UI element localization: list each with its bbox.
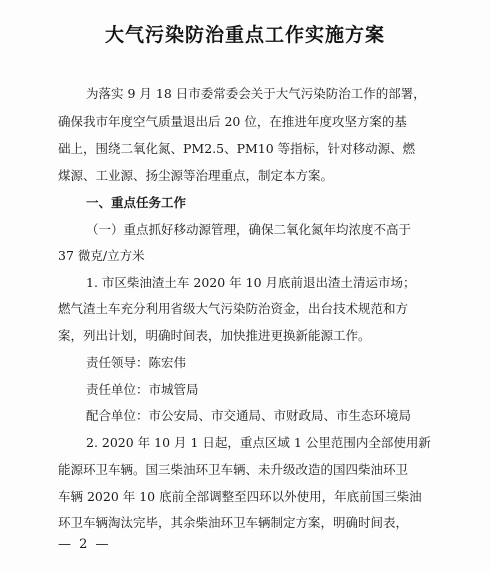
cooperating-units: 配合单位：市公安局、市交通局、市财政局、市生态环境局 xyxy=(86,408,412,423)
paragraph-line: 1. 市区柴油渣土车 2020 年 10 月底前退出渣土清运市场； xyxy=(86,275,416,290)
paragraph-line: 确保我市年度空气质量退出后 20 位，在推进年度攻坚方案的基 xyxy=(58,114,407,129)
paragraph-line: 2. 2020 年 10 月 1 日起，重点区域 1 公里范围内全部使用新 xyxy=(86,435,431,450)
section-heading: 一、重点任务工作 xyxy=(86,195,187,210)
responsible-unit: 责任单位：市城管局 xyxy=(86,382,199,397)
subsection-heading-cont: 37 微克/立方米 xyxy=(58,248,145,263)
paragraph-line: 能源环卫车辆。国三柴油环卫车辆、未升级改造的国四柴油环卫 xyxy=(58,462,409,477)
paragraph-line: 环卫车辆淘汰完毕，其余柴油环卫车辆制定方案，明确时间表， xyxy=(58,515,409,530)
subsection-heading: （一）重点抓好移动源管理，确保二氧化氮年均浓度不高于 xyxy=(86,222,412,237)
document-title: 大气污染防治重点工作实施方案 xyxy=(104,24,385,46)
paragraph-line: 车辆 2020 年 10 底前全部调整至四环以外使用，年底前国三柴油 xyxy=(58,489,422,504)
page-number: — 2 — xyxy=(58,537,111,552)
paragraph-line: 础上，围绕二氧化氮、PM2.5、PM10 等指标，针对移动源、燃 xyxy=(58,141,416,156)
paragraph-line: 为落实 9 月 18 日市委常委会关于大气污染防治工作的部署， xyxy=(86,86,426,101)
paragraph-line: 案，列出计划，明确时间表，加快推进更换新能源工作。 xyxy=(58,328,371,343)
paragraph-line: 燃气渣土车充分利用省级大气污染防治资金，出台技术规范和方 xyxy=(58,301,409,316)
responsible-leader: 责任领导：陈宏伟 xyxy=(86,355,187,370)
paragraph-line: 煤源、工业源、扬尘源等治理重点，制定本方案。 xyxy=(58,168,334,183)
